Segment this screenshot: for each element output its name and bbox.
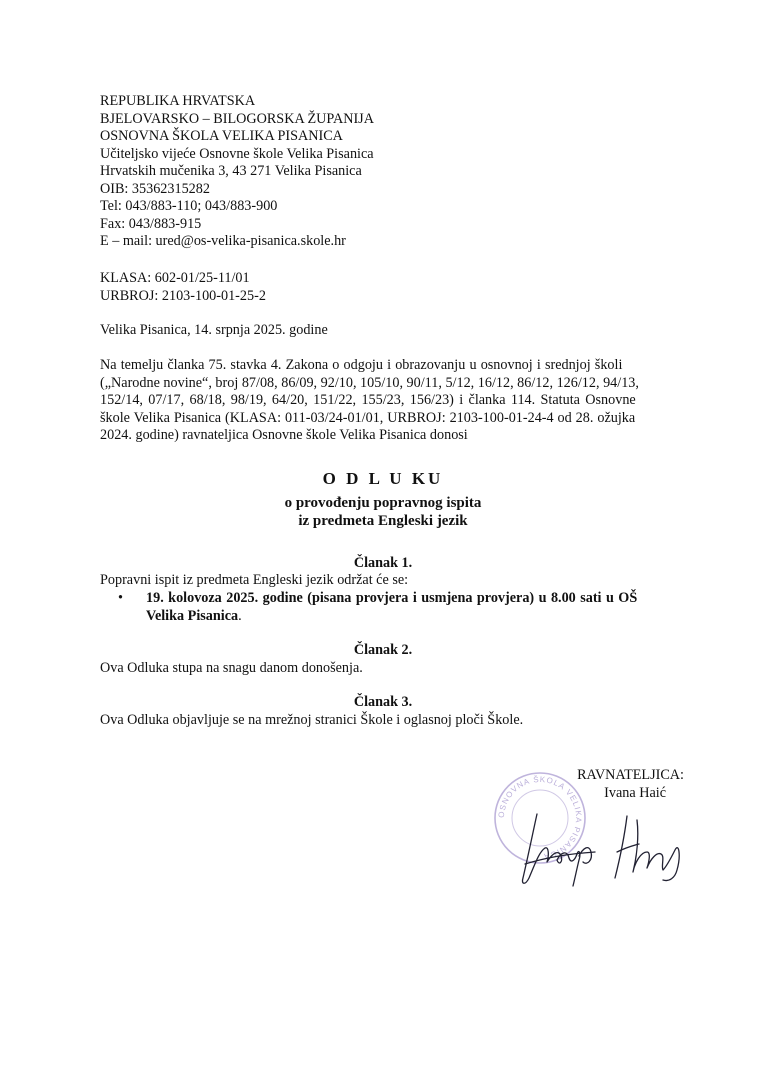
header-line-county: BJELOVARSKO – BILOGORSKA ŽUPANIJA — [100, 110, 374, 127]
header-line-oib: OIB: 35362315282 — [100, 180, 210, 197]
signature-block — [577, 767, 684, 802]
header-line-email: E – mail: ured@os-velika-pisanica.skole.hr — [100, 233, 346, 249]
bullet-line-2 — [146, 608, 666, 626]
article-3-heading-block — [100, 694, 666, 712]
bullet-icon: • — [118, 590, 123, 606]
header-line-council: Učiteljsko vijeće Osnovne škole Velika Pisanica — [100, 145, 374, 162]
seal-text: OSNOVNA ŠKOLA VELIKA PISANICA — [496, 774, 584, 861]
intro-paragraph — [100, 357, 666, 445]
date-line — [100, 322, 666, 340]
article-1-text: Popravni ispit iz predmeta Engleski jezik održat će se: — [100, 572, 409, 588]
article-1-body — [100, 572, 666, 590]
bullet-line-2-text: Velika Pisanica — [146, 607, 239, 624]
intro-line: 2024. godine) ravnateljica Osnovne škole Velika Pisanica donosi — [100, 427, 468, 443]
handwritten-signature — [515, 808, 690, 890]
decision-subtitle-1: o provođenju popravnog ispita — [284, 495, 482, 511]
letterhead — [100, 93, 666, 251]
intro-line: Na temelju članka 75. stavka 4. Zakona o odgoju i obrazovanju u osnovnoj i srednjoj školi — [100, 357, 623, 373]
article-2-heading-block — [100, 642, 666, 660]
decision-title: O D L U KU — [322, 469, 444, 488]
signature-name: Ivana Haić — [604, 784, 666, 801]
article-3-heading: Članak 3. — [353, 694, 413, 710]
article-3-body — [100, 712, 666, 730]
decision-title-block — [100, 470, 666, 488]
header-line-school: OSNOVNA ŠKOLA VELIKA PISANICA — [100, 128, 343, 144]
bullet-line-2-end: . — [238, 607, 242, 624]
intro-line: škole Velika Pisanica (KLASA: 011-03/24-01/01, URBROJ: 2103-100-01-24-4 od 28. ožujka — [100, 409, 636, 426]
date-text: Velika Pisanica, 14. srpnja 2025. godine — [100, 322, 328, 338]
decision-subtitle-block — [100, 494, 666, 530]
article-1-bullet — [118, 590, 668, 630]
intro-line: („Narodne novine“, broj 87/08, 86/09, 92/10, 105/10, 90/11, 5/12, 16/12, 86/12, 126/12, 94/13, — [100, 374, 639, 391]
article-3-text: Ova Odluka objavljuje se na mrežnoj stranici Škole i oglasnoj ploči Škole. — [100, 712, 524, 728]
article-2-heading: Članak 2. — [353, 642, 413, 658]
urbroj: URBROJ: 2103-100-01-25-2 — [100, 287, 266, 304]
header-line-address: Hrvatskih mučenika 3, 43 271 Velika Pisanica — [100, 163, 362, 179]
article-2-text: Ova Odluka stupa na snagu danom donošenja. — [100, 660, 363, 676]
article-1-heading-block — [100, 555, 666, 573]
decision-subtitle-2: iz predmeta Engleski jezik — [298, 513, 468, 529]
klasa: KLASA: 602-01/25-11/01 — [100, 270, 250, 286]
bullet-line-1: 19. kolovoza 2025. godine (pisana provjera i usmjena provjera) u 8.00 sati u OŠ — [146, 590, 638, 606]
article-1-heading: Članak 1. — [353, 555, 413, 571]
signature-role: RAVNATELJICA: — [577, 767, 684, 783]
header-line-tel: Tel: 043/883-110; 043/883-900 — [100, 198, 278, 214]
article-2-body — [100, 660, 666, 678]
reference-numbers — [100, 270, 666, 305]
header-line-fax: Fax: 043/883-915 — [100, 215, 202, 232]
article-1-bullet-text — [146, 590, 666, 625]
intro-line: 152/14, 07/17, 68/18, 98/19, 64/20, 151/22, 155/23, 156/23) i članka 114. Statuta Osnovne — [100, 392, 636, 408]
header-line-country: REPUBLIKA HRVATSKA — [100, 93, 256, 109]
